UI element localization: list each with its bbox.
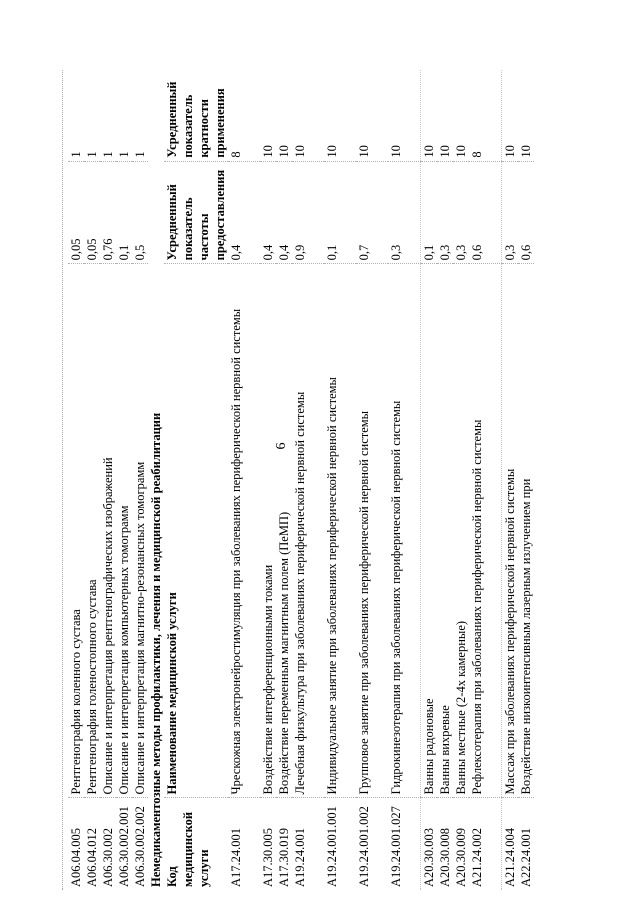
cell-code: A20.30.008 [438,827,452,887]
table-section [148,70,228,890]
cell-multiplicity: 1 [84,70,100,161]
cell-name: Групповое занятие при заболеваниях периферической нервной системы [356,264,388,798]
cell-multiplicity: 10 [518,70,534,161]
cell-frequency: 0,1 [421,161,438,264]
table-row [356,70,388,890]
cell-code: A20.30.003 [421,798,438,890]
table-row [100,70,116,890]
table-row [116,70,132,890]
cell-code: A19.24.001.027 [389,806,403,887]
cell-name: Чрескожная электронейростимуляция при заболеваниях периферической нервной системы [228,264,260,798]
cell-name: Описание и интерпретация магнитно-резонансных томограмм [132,264,148,798]
table-row [502,70,519,890]
cell-name: Рентгенография коленного сустава [68,264,84,798]
cell-multiplicity: 1 [100,70,116,161]
header-multiplicity: Усредненный показатель кратности применения [164,70,228,161]
table-body-top [68,70,148,890]
table-body-bottom [228,70,534,890]
table-header-row [164,70,228,890]
cell-frequency: 0,3 [437,161,453,264]
table-row [437,70,453,890]
cell-multiplicity: 10 [437,70,453,161]
header-name: Наименование медицинской услуги [164,264,228,798]
cell-frequency: 0,3 [388,161,421,264]
table-row [276,70,292,890]
cell-frequency: 0,1 [324,161,356,264]
cell-code: A17.30.019 [277,827,291,887]
cell-multiplicity: 1 [68,70,84,161]
cell-name: Описание и интерпретация компьютерных томограмм [116,264,132,798]
cell-multiplicity: 10 [502,70,519,161]
cell-frequency: 0,1 [116,161,132,264]
table-row [260,70,276,890]
cell-frequency: 0,6 [518,161,534,264]
cell-code: A19.24.001 [293,827,307,887]
table-row [68,70,84,890]
table-row [324,70,356,890]
table-row [518,70,534,890]
cell-code: A06.30.002 [101,827,115,887]
page-number: 6 [274,442,289,450]
cell-name: Ванны вихревые [437,264,453,798]
cell-code: A06.04.005 [69,827,83,887]
section-row [148,70,164,890]
section-title: Немедикаментозные методы профилактики, лечения и медицинской реабилитации [149,412,163,887]
rotated-table-frame [68,70,578,890]
cell-multiplicity: 10 [276,70,292,161]
cell-frequency: 0,3 [502,161,519,264]
cell-multiplicity: 10 [388,70,421,161]
cell-frequency: 0,05 [84,161,100,264]
cell-multiplicity: 10 [453,70,469,161]
cell-multiplicity: 10 [324,70,356,161]
cell-frequency: 0,05 [68,161,84,264]
cell-multiplicity: 10 [356,70,388,161]
cell-code: A06.30.002.001 [117,806,131,887]
cell-code: A19.24.001.001 [325,806,339,887]
cell-frequency: 0,3 [453,161,469,264]
cell-multiplicity: 1 [132,70,148,161]
cell-frequency: 0,76 [100,161,116,264]
table-row [453,70,469,890]
table-row [132,70,148,890]
table-row [421,70,438,890]
cell-multiplicity: 8 [228,70,260,161]
cell-name: Лечебная физкультура при заболеваниях периферической нервной системы [292,264,324,798]
top-divider [62,70,63,890]
table-row [84,70,100,890]
cell-code: A22.24.001 [519,827,533,887]
cell-multiplicity: 1 [116,70,132,161]
services-table [68,70,534,890]
cell-name: Воздействие низкоинтенсивным лазерным излучением при [518,264,534,798]
cell-frequency: 0,5 [132,161,148,264]
cell-frequency: 0,6 [469,161,502,264]
cell-frequency: 0,7 [356,161,388,264]
cell-code: A21.24.004 [502,798,519,890]
cell-code: A06.30.002.002 [133,806,147,887]
cell-name: Индивидуальное занятие при заболеваниях периферической нервной системы [324,264,356,798]
cell-code: A21.24.002 [470,827,484,887]
table-row [469,70,502,890]
header-frequency: Усредненный показатель частоты предоставления [164,161,228,264]
table-row [228,70,260,890]
cell-code: A20.30.009 [454,827,468,887]
cell-name: Ванны местные (2-4х камерные) [453,264,469,798]
cell-name: Ванны радоновые [421,264,438,798]
cell-frequency: 0,4 [260,161,276,264]
cell-name: Воздействие переменным магнитным полем (ПеМП) [276,264,292,798]
cell-multiplicity: 10 [260,70,276,161]
table-row [292,70,324,890]
cell-name: Рентгенография голеностопного сустава [84,264,100,798]
cell-code: A19.24.001.002 [357,806,371,887]
cell-frequency: 0,4 [228,161,260,264]
cell-frequency: 0,4 [276,161,292,264]
table-row [388,70,421,890]
cell-name: Гидрокинезотерапия при заболеваниях периферической нервной системы [388,264,421,798]
cell-frequency: 0,9 [292,161,324,264]
cell-code: A17.30.005 [261,827,275,887]
cell-name: Воздействие интерференционными токами [260,264,276,798]
cell-code: A06.04.012 [85,827,99,887]
cell-name: Рефлексотерапия при заболеваниях периферической нервной системы [469,264,502,798]
cell-name: Массаж при заболеваниях периферической нервной системы [502,264,519,798]
header-code: Код медицинской услуги [165,811,211,887]
cell-code: A17.24.001 [229,827,243,887]
cell-multiplicity: 10 [292,70,324,161]
cell-name: Описание и интерпретация рентгенографических изображений [100,264,116,798]
cell-multiplicity: 10 [421,70,438,161]
cell-multiplicity: 8 [469,70,502,161]
